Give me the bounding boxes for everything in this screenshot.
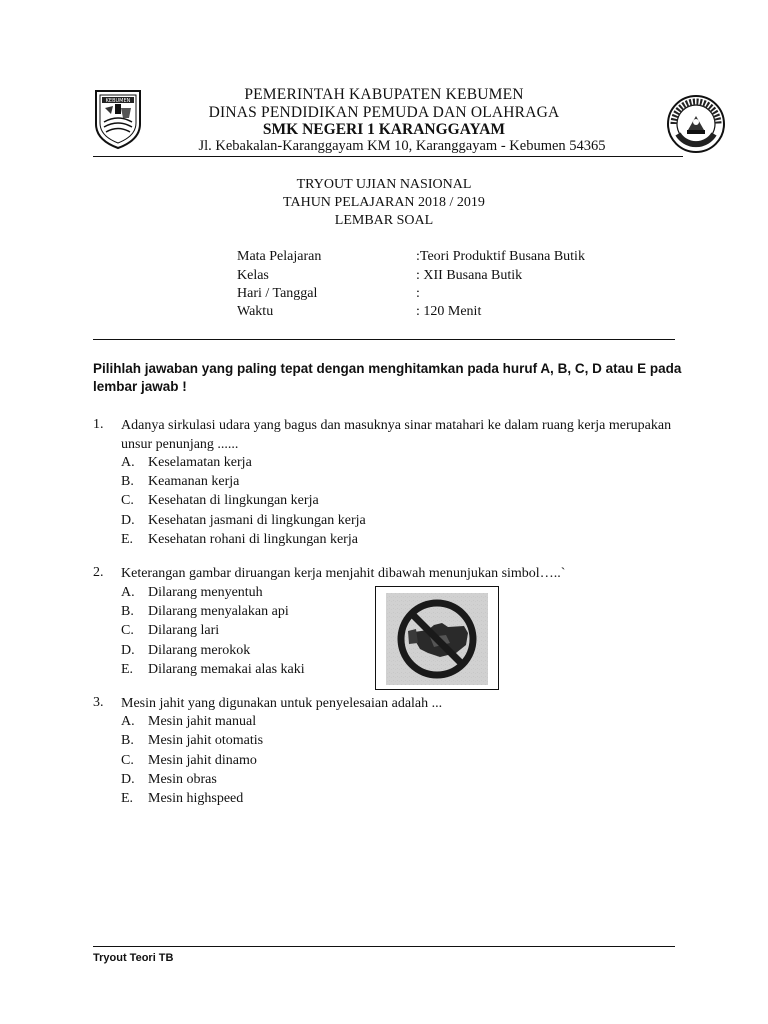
instruction-text: Pilihlah jawaban yang paling tepat dengan menghitamkan pada huruf A, B, C, D atau E pada lembar jawab ! (93, 361, 682, 394)
q2-option-a-text: Dilarang menyentuh (148, 585, 263, 600)
q1-option-a-letter: A. (121, 455, 135, 470)
q1-option-b-letter: B. (121, 474, 134, 489)
info-label-date: Hari / Tanggal (237, 286, 318, 301)
info-divider (93, 339, 675, 340)
sheet-type: LEMBAR SOAL (334, 213, 434, 228)
info-value-date: : (416, 286, 420, 301)
info-value-class: : XII Busana Butik (416, 268, 523, 283)
q1-option-b-text: Keamanan kerja (148, 474, 240, 489)
info-label-subject: Mata Pelajaran (237, 249, 322, 264)
svg-text:KEBUMEN: KEBUMEN (105, 98, 131, 104)
q2-option-c-letter: C. (121, 623, 134, 638)
letterhead-government: PEMERINTAH KABUPATEN KEBUMEN (244, 86, 524, 103)
letterhead-school-name: SMK NEGERI 1 KARANGGAYAM (262, 121, 506, 138)
no-touch-sign-icon (376, 587, 498, 689)
q3-option-c-text: Mesin jahit dinamo (148, 753, 257, 768)
q2-option-d-text: Dilarang merokok (148, 643, 251, 658)
q2-option-c-text: Dilarang lari (148, 623, 220, 638)
info-label-class: Kelas (237, 268, 269, 283)
question-2-figure (375, 586, 499, 690)
letterhead-address: Jl. Kebakalan-Karanggayam KM 10, Karanggayam - Kebumen 54365 (198, 138, 606, 154)
q1-option-e-text: Kesehatan rohani di lingkungan kerja (148, 532, 358, 547)
question-1-number: 1. (93, 417, 104, 432)
footer-divider (93, 946, 675, 947)
q1-option-c-text: Kesehatan di lingkungan kerja (148, 493, 319, 508)
q1-option-c-letter: C. (121, 493, 134, 508)
q2-option-a-letter: A. (121, 585, 135, 600)
q1-option-d-text: Kesehatan jasmani di lingkungan kerja (148, 513, 366, 528)
q1-option-a-text: Keselamatan kerja (148, 455, 252, 470)
q2-option-b-letter: B. (121, 604, 134, 619)
q2-option-d-letter: D. (121, 643, 135, 658)
q3-option-e-text: Mesin highspeed (148, 791, 244, 806)
q3-option-b-letter: B. (121, 733, 134, 748)
question-2-text: Keterangan gambar diruangan kerja menjahit dibawah menunjukan simbol…..` (121, 566, 566, 581)
q2-option-e-letter: E. (121, 662, 134, 677)
q2-option-b-text: Dilarang menyalakan api (148, 604, 289, 619)
exam-title: TRYOUT UJIAN NASIONAL (296, 177, 472, 192)
info-value-time: : 120 Menit (416, 304, 482, 319)
q3-option-e-letter: E. (121, 791, 134, 806)
question-1-text: Adanya sirkulasi udara yang bagus dan masuknya sinar matahari ke dalam ruang kerja merupakan unsur penunjang ...... (121, 418, 672, 452)
academic-year: TAHUN PELAJARAN 2018 / 2019 (283, 195, 485, 210)
q3-option-a-text: Mesin jahit manual (148, 714, 257, 729)
info-value-subject: :Teori Produktif Busana Butik (416, 249, 585, 264)
q3-option-a-letter: A. (121, 714, 135, 729)
q3-option-d-text: Mesin obras (148, 772, 217, 787)
question-3-number: 3. (93, 695, 104, 710)
letterhead-department: DINAS PENDIDIKAN PEMUDA DAN OLAHRAGA (208, 104, 560, 121)
info-label-time: Waktu (237, 304, 274, 319)
question-3-text: Mesin jahit yang digunakan untuk penyelesaian adalah ... (121, 696, 443, 711)
q3-option-d-letter: D. (121, 772, 135, 787)
q3-option-c-letter: C. (121, 753, 134, 768)
letterhead-divider (93, 156, 683, 157)
q1-option-e-letter: E. (121, 532, 134, 547)
q1-option-d-letter: D. (121, 513, 135, 528)
footer-text: Tryout Teori TB (93, 952, 174, 964)
q3-option-b-text: Mesin jahit otomatis (148, 733, 264, 748)
q2-option-e-text: Dilarang memakai alas kaki (148, 662, 305, 677)
question-2-number: 2. (93, 565, 104, 580)
